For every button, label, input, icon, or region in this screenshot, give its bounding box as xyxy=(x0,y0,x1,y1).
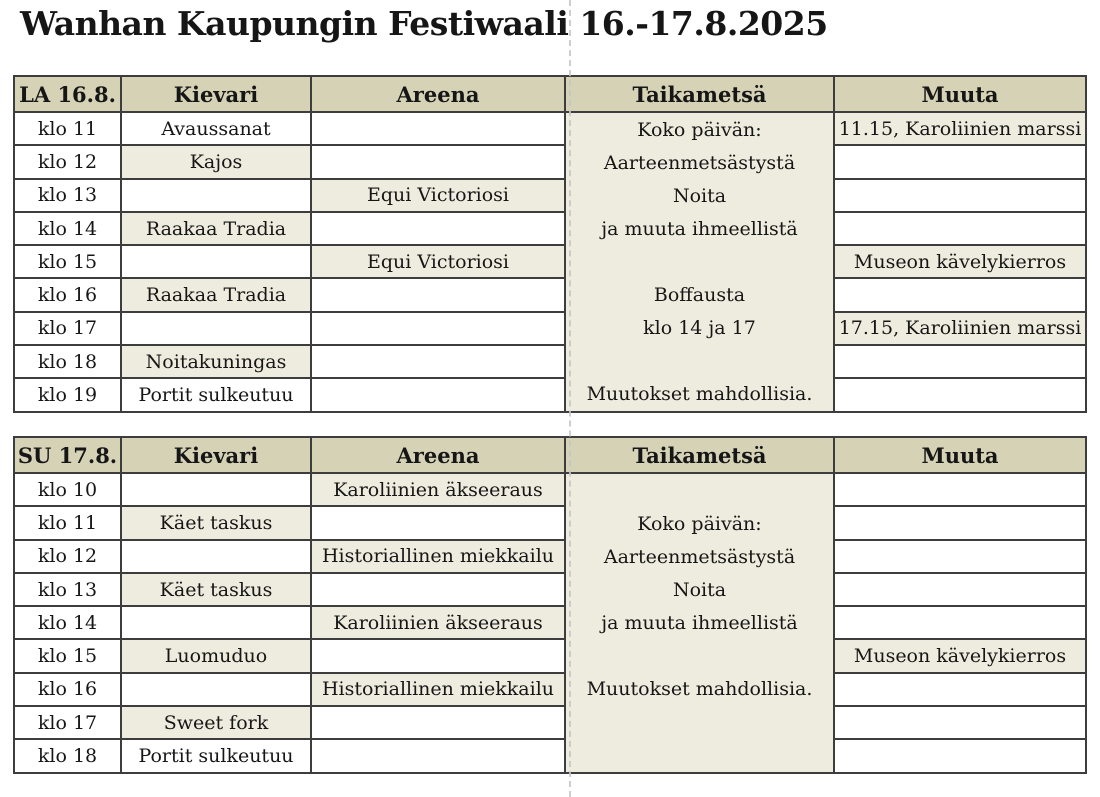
time-cell: klo 17 xyxy=(15,707,120,738)
time-cell: klo 15 xyxy=(15,246,120,277)
event-cell-kievari: Raakaa Tradia xyxy=(122,279,310,310)
taikametsa-line: Noita xyxy=(672,578,727,601)
taikametsa-merged-cell xyxy=(566,113,833,411)
event-cell-muuta xyxy=(835,379,1085,410)
day-header-cell: LA 16.8. xyxy=(15,77,120,111)
time-cell: klo 12 xyxy=(15,146,120,177)
taikametsa-line: Muutokset mahdollisia. xyxy=(586,677,813,700)
day-header-cell: SU 17.8. xyxy=(15,438,120,472)
event-cell-areena xyxy=(312,707,564,738)
event-cell-areena xyxy=(312,146,564,177)
schedule-grid xyxy=(13,436,1087,774)
event-cell-muuta xyxy=(835,474,1085,505)
schedule-table-sunday xyxy=(13,436,1087,774)
column-header-muuta: Muuta xyxy=(835,438,1085,472)
taikametsa-line: Koko päivän: xyxy=(637,512,762,535)
column-header-taikametsa: Taikametsä xyxy=(566,438,833,472)
taikametsa-line: Noita xyxy=(672,184,727,207)
event-cell-kievari xyxy=(122,180,310,211)
event-cell-areena: Equi Victoriosi xyxy=(312,180,564,211)
event-cell-kievari xyxy=(122,607,310,638)
time-cell: klo 16 xyxy=(15,279,120,310)
column-header-muuta: Muuta xyxy=(835,77,1085,111)
event-cell-areena: Historiallinen miekkailu xyxy=(312,541,564,572)
taikametsa-line xyxy=(566,706,833,739)
event-cell-kievari: Raakaa Tradia xyxy=(122,213,310,244)
column-header-kievari: Kievari xyxy=(122,77,310,111)
event-cell-areena xyxy=(312,279,564,310)
column-header-areena: Areena xyxy=(312,438,564,472)
event-cell-muuta xyxy=(835,507,1085,538)
event-cell-kievari: Luomuduo xyxy=(122,640,310,671)
time-cell: klo 11 xyxy=(15,113,120,144)
taikametsa-line: Koko päivän: xyxy=(637,118,762,141)
event-cell-kievari: Käet taskus xyxy=(122,574,310,605)
taikametsa-line: Aarteenmetsästystä xyxy=(603,545,796,568)
event-cell-areena xyxy=(312,346,564,377)
taikametsa-line: klo 14 ja 17 xyxy=(643,316,756,339)
event-cell-muuta: Museon kävelykierros xyxy=(835,246,1085,277)
event-cell-muuta xyxy=(835,574,1085,605)
time-cell: klo 11 xyxy=(15,507,120,538)
event-cell-kievari: Portit sulkeutuu xyxy=(122,740,310,771)
taikametsa-line xyxy=(566,245,833,278)
event-cell-areena xyxy=(312,640,564,671)
event-cell-kievari: Kajos xyxy=(122,146,310,177)
column-header-taikametsa: Taikametsä xyxy=(566,77,833,111)
event-cell-areena: Karoliinien äkseeraus xyxy=(312,607,564,638)
event-cell-kievari: Avaussanat xyxy=(122,113,310,144)
column-header-areena: Areena xyxy=(312,77,564,111)
event-cell-muuta xyxy=(835,541,1085,572)
event-cell-muuta xyxy=(835,146,1085,177)
event-cell-kievari: Käet taskus xyxy=(122,507,310,538)
time-cell: klo 14 xyxy=(15,213,120,244)
event-cell-muuta: 11.15, Karoliinien marssi xyxy=(835,113,1085,144)
event-cell-muuta: 17.15, Karoliinien marssi xyxy=(835,313,1085,344)
time-cell: klo 17 xyxy=(15,313,120,344)
event-cell-kievari xyxy=(122,674,310,705)
taikametsa-line xyxy=(566,345,833,378)
taikametsa-line xyxy=(566,739,833,772)
event-cell-muuta xyxy=(835,346,1085,377)
schedule-grid xyxy=(13,75,1087,413)
event-cell-kievari: Sweet fork xyxy=(122,707,310,738)
column-header-kievari: Kievari xyxy=(122,438,310,472)
taikametsa-line: ja muuta ihmeellistä xyxy=(601,611,798,634)
taikametsa-line: Boffausta xyxy=(653,283,746,306)
taikametsa-line: Muutokset mahdollisia. xyxy=(586,383,813,406)
taikametsa-line: Aarteenmetsästystä xyxy=(603,151,796,174)
event-cell-kievari xyxy=(122,246,310,277)
taikametsa-merged-cell xyxy=(566,474,833,772)
event-cell-areena xyxy=(312,379,564,410)
event-cell-muuta xyxy=(835,740,1085,771)
event-cell-muuta xyxy=(835,180,1085,211)
event-cell-kievari xyxy=(122,541,310,572)
event-cell-areena: Karoliinien äkseeraus xyxy=(312,474,564,505)
taikametsa-line: ja muuta ihmeellistä xyxy=(601,217,798,240)
event-cell-areena: Equi Victoriosi xyxy=(312,246,564,277)
event-cell-kievari: Portit sulkeutuu xyxy=(122,379,310,410)
time-cell: klo 15 xyxy=(15,640,120,671)
time-cell: klo 16 xyxy=(15,674,120,705)
event-cell-muuta xyxy=(835,213,1085,244)
event-cell-muuta xyxy=(835,674,1085,705)
event-cell-muuta: Museon kävelykierros xyxy=(835,640,1085,671)
schedule-table-saturday xyxy=(13,75,1087,413)
event-cell-kievari xyxy=(122,474,310,505)
event-cell-muuta xyxy=(835,607,1085,638)
event-cell-areena xyxy=(312,213,564,244)
event-cell-muuta xyxy=(835,279,1085,310)
time-cell: klo 19 xyxy=(15,379,120,410)
event-cell-kievari xyxy=(122,313,310,344)
event-cell-areena xyxy=(312,507,564,538)
time-cell: klo 18 xyxy=(15,346,120,377)
taikametsa-line xyxy=(566,474,833,507)
time-cell: klo 18 xyxy=(15,740,120,771)
time-cell: klo 13 xyxy=(15,180,120,211)
event-cell-areena: Historiallinen miekkailu xyxy=(312,674,564,705)
page-title: Wanhan Kaupungin Festiwaali 16.-17.8.2025 xyxy=(20,4,828,43)
time-cell: klo 10 xyxy=(15,474,120,505)
event-cell-areena xyxy=(312,574,564,605)
event-cell-areena xyxy=(312,740,564,771)
time-cell: klo 13 xyxy=(15,574,120,605)
event-cell-muuta xyxy=(835,707,1085,738)
event-cell-areena xyxy=(312,113,564,144)
event-cell-kievari: Noitakuningas xyxy=(122,346,310,377)
time-cell: klo 14 xyxy=(15,607,120,638)
event-cell-areena xyxy=(312,313,564,344)
time-cell: klo 12 xyxy=(15,541,120,572)
taikametsa-line xyxy=(566,639,833,672)
